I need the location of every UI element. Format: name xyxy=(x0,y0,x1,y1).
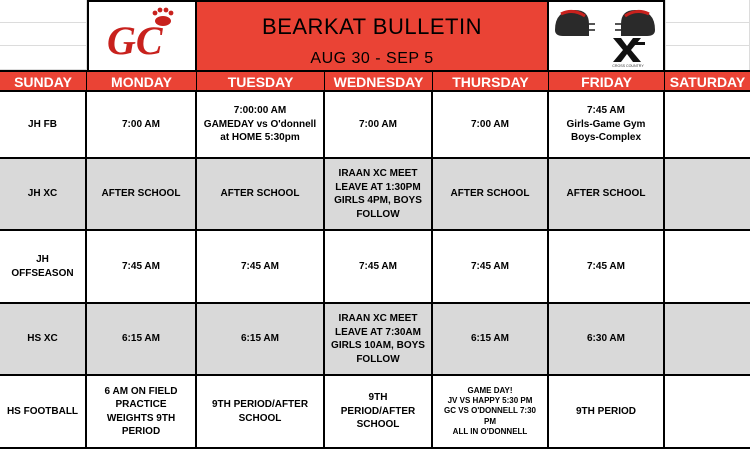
schedule-cell: GAME DAY! JV VS HAPPY 5:30 PM GC VS O'DONNELL 7:30 PM ALL IN O'DONNELL xyxy=(433,376,549,447)
row-label: JH XC xyxy=(0,159,87,229)
xc-logo xyxy=(549,0,665,70)
schedule-cell xyxy=(665,376,750,447)
svg-text:CROSS COUNTRY: CROSS COUNTRY xyxy=(612,64,644,68)
schedule-row xyxy=(0,157,750,229)
gc-logo xyxy=(87,0,197,70)
grid-line xyxy=(665,22,750,23)
page-title: BEARKAT BULLETIN xyxy=(262,14,482,39)
schedule-cell: IRAAN XC MEET LEAVE AT 7:30AM GIRLS 10AM, BOYS FOLLOW xyxy=(325,304,433,374)
schedule-cell: AFTER SCHOOL xyxy=(87,159,197,229)
schedule-cell: 9TH PERIOD/AFTER SCHOOL xyxy=(325,376,433,447)
schedule-cell: 7:45 AM xyxy=(433,231,549,302)
grid-line xyxy=(0,45,87,46)
day-friday: FRIDAY xyxy=(549,70,665,90)
schedule-cell: 7:00 AM xyxy=(325,92,433,157)
grid-line xyxy=(0,22,87,23)
grid-line xyxy=(665,45,750,46)
helmet-icon xyxy=(615,10,655,36)
schedule-cell: 7:45 AM xyxy=(87,231,197,302)
schedule-cell: 7:45 AM xyxy=(325,231,433,302)
schedule-cell: 7:00 AM xyxy=(87,92,197,157)
schedule-cell xyxy=(665,231,750,302)
row-label: HS FOOTBALL xyxy=(0,376,87,447)
schedule-cell xyxy=(665,159,750,229)
schedule-cell: AFTER SCHOOL xyxy=(549,159,665,229)
day-thursday: THURSDAY xyxy=(433,70,549,90)
schedule-cell: 7:45 AM xyxy=(549,231,665,302)
schedule-cell: 6:30 AM xyxy=(549,304,665,374)
date-range: AUG 30 - SEP 5 xyxy=(310,50,434,67)
schedule-cell: 7:00:00 AM GAMEDAY vs O'donnell at HOME 5:30pm xyxy=(197,92,325,157)
day-monday: MONDAY xyxy=(87,70,197,90)
schedule-cell: IRAAN XC MEET LEAVE AT 1:30PM GIRLS 4PM, BOYS FOLLOW xyxy=(325,159,433,229)
day-header-row xyxy=(0,70,750,90)
helmet-icon xyxy=(555,10,595,36)
schedule-cell: 6:15 AM xyxy=(433,304,549,374)
day-wednesday: WEDNESDAY xyxy=(325,70,433,90)
day-sunday: SUNDAY xyxy=(0,70,87,90)
row-label: HS XC xyxy=(0,304,87,374)
schedule-cell: 9TH PERIOD xyxy=(549,376,665,447)
schedule-cell: 7:45 AM xyxy=(197,231,325,302)
schedule-cell: 9TH PERIOD/AFTER SCHOOL xyxy=(197,376,325,447)
day-tuesday: TUESDAY xyxy=(197,70,325,90)
schedule-cell: 6 AM ON FIELD PRACTICE WEIGHTS 9TH PERIOD xyxy=(87,376,197,447)
schedule-row xyxy=(0,229,750,302)
schedule-row xyxy=(0,374,750,449)
schedule-cell: AFTER SCHOOL xyxy=(197,159,325,229)
title-banner xyxy=(197,0,549,70)
schedule-cell: 6:15 AM xyxy=(87,304,197,374)
schedule-cell: 7:00 AM xyxy=(433,92,549,157)
header-blank-right xyxy=(665,0,750,70)
schedule-cell xyxy=(665,304,750,374)
row-label: JH FB xyxy=(0,92,87,157)
schedule-cell: 6:15 AM xyxy=(197,304,325,374)
schedule-cell: 7:45 AM Girls-Game Gym Boys-Complex xyxy=(549,92,665,157)
helmet-xc-icon xyxy=(549,2,661,68)
gc-logo-icon xyxy=(89,2,195,68)
day-saturday: SATURDAY xyxy=(665,70,750,90)
schedule-row xyxy=(0,90,750,157)
schedule-row xyxy=(0,302,750,374)
row-label: JH OFFSEASON xyxy=(0,231,87,302)
svg-text:GC: GC xyxy=(107,18,163,63)
schedule-cell: AFTER SCHOOL xyxy=(433,159,549,229)
header-blank-left xyxy=(0,0,87,70)
schedule-cell xyxy=(665,92,750,157)
